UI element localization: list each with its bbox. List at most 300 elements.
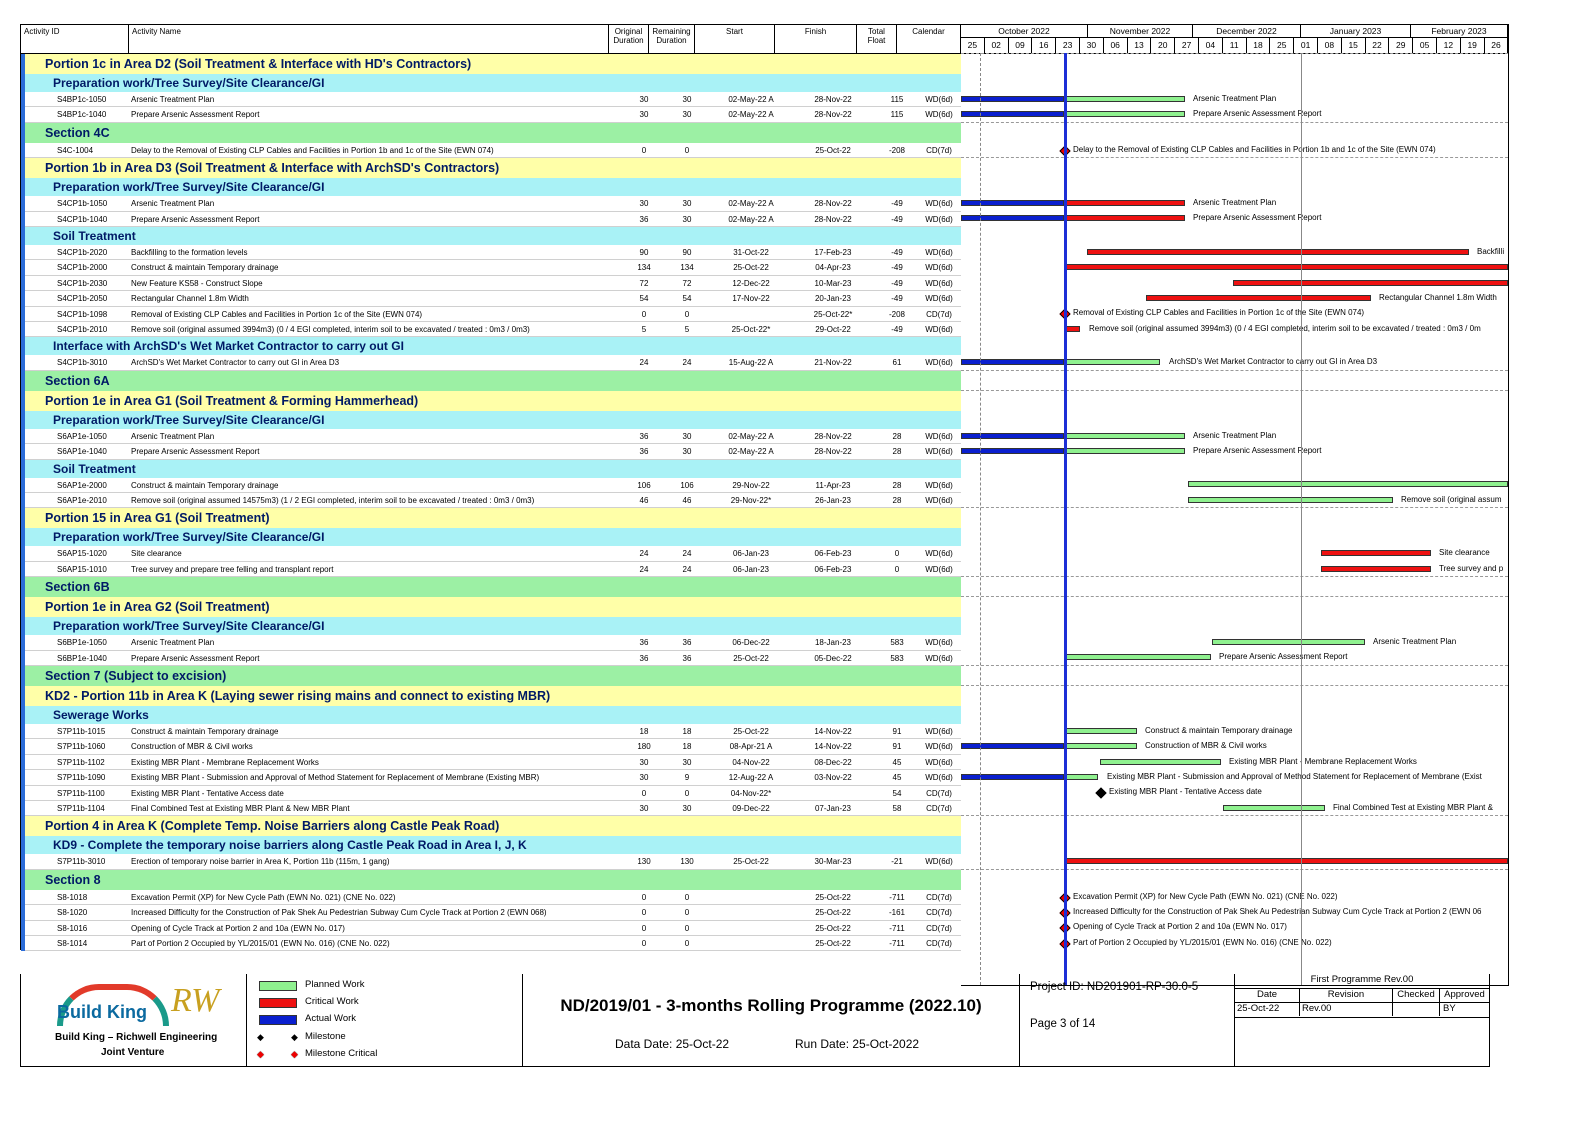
planned-work-bar[interactable] [1064,743,1137,749]
timescale-month: January 2023 [1301,25,1411,38]
group-label: KD9 - Complete the temporary noise barriers along Castle Peak Road in Area I, J, K [53,838,527,853]
activity-row[interactable] [21,770,961,785]
activity-row[interactable] [21,936,961,951]
milestone-icon[interactable] [1095,788,1106,799]
legend-milestone-critical-icon-2: ◆ [291,1049,298,1059]
finish-date: 08-Dec-22 [814,757,852,767]
row-stripe [21,444,25,459]
activity-id: S7P11b-1060 [57,742,106,752]
header-total-float[interactable]: Total Float [857,25,897,53]
section-header[interactable] [21,577,961,597]
activity-name: Arsenic Treatment Plan [131,95,215,104]
activity-id: S8-1016 [57,923,88,933]
remaining-duration: 24 [682,549,692,559]
total-float: -49 [891,294,903,304]
activity-name: Excavation Permit (XP) for New Cycle Path (EWN No. 021) (CNE No. 022) [131,892,396,902]
critical-work-bar[interactable] [1064,215,1185,221]
group-gridline [961,53,1508,54]
critical-work-bar[interactable] [1087,249,1469,255]
group-gridline [961,596,1508,597]
planned-work-bar[interactable] [1064,448,1185,454]
activity-id: S4CP1b-2000 [57,263,108,273]
programme-title: ND/2019/01 - 3-months Rolling Programme (2022.10) [560,996,982,1015]
original-duration: 30 [639,773,649,783]
total-float: 28 [892,447,902,457]
planned-work-bar[interactable] [1064,433,1185,439]
row-stripe [21,739,25,754]
activity-name: Prepare Arsenic Assessment Report [131,110,260,120]
remaining-duration: 24 [682,564,692,574]
activity-name: Rectangular Channel 1.8m Width [131,294,249,304]
activity-name: Removal of Existing CLP Cables and Facilities in Portion 1c of the Site (EWN 074) [131,309,423,319]
actual-work-bar[interactable] [961,743,1064,749]
legend-critical-swatch [259,998,297,1008]
calendar: WD(6d) [925,431,953,441]
activity-name: ArchSD's Wet Market Contractor to carry out GI in Area D3 [131,358,340,368]
row-stripe [21,706,25,724]
timescale-week: 18 [1247,38,1271,53]
activity-row[interactable] [21,322,961,337]
rev-header-revision: Revision [1300,989,1393,1003]
activity-row[interactable] [21,786,961,801]
actual-work-bar[interactable] [961,448,1064,454]
remaining-duration: 36 [682,653,692,663]
section-header[interactable] [21,123,961,143]
wbs-group-header[interactable] [21,816,961,836]
row-stripe [21,178,25,196]
total-float: 0 [894,549,900,559]
actual-work-bar[interactable] [961,359,1064,365]
activity-name: Construct & maintain Temporary drainage [131,263,279,273]
wbs-group-header[interactable] [21,411,961,429]
wbs-group-header[interactable] [21,706,961,724]
activity-row[interactable] [21,493,961,508]
total-float: -711 [889,892,905,902]
activity-id: S4C-1004 [57,145,94,155]
row-stripe [21,337,25,355]
activity-row[interactable] [21,196,961,211]
finish-date: 03-Nov-22 [814,773,852,783]
timescale-month: November 2022 [1088,25,1193,38]
bar-label: Backfilli [1477,246,1505,256]
finish-date: 25-Oct-22 [815,908,851,918]
total-float: -208 [888,145,905,155]
planned-work-bar[interactable] [1064,654,1211,660]
critical-work-bar[interactable] [1064,858,1508,864]
remaining-duration: 30 [682,214,692,224]
group-label: KD2 - Portion 11b in Area K (Laying sewer rising mains and connect to existing MBR) [45,689,551,703]
row-stripe [21,921,25,936]
row-stripe [21,260,25,275]
activity-row[interactable] [21,755,961,770]
activity-id: S4CP1b-2050 [57,294,108,304]
activity-row[interactable] [21,429,961,444]
activity-row[interactable] [21,562,961,577]
page-number: Page 3 of 14 [1030,1018,1096,1030]
header-remaining-duration[interactable]: Remaining Duration [649,25,695,53]
original-duration: 54 [639,294,649,304]
original-duration: 0 [641,939,647,948]
group-label: Sewerage Works [53,708,149,722]
bar-label: Delay to the Removal of Existing CLP Cables and Facilities in Portion 1b and 1c of the Site (EWN 074) [1073,144,1436,154]
timescale-week: 01 [1294,38,1318,53]
activity-row[interactable] [21,107,961,122]
wbs-group-header[interactable] [21,508,961,528]
critical-work-bar[interactable] [1064,264,1508,270]
calendar: CD(7d) [926,908,952,918]
total-float: -711 [889,939,905,948]
activity-row[interactable] [21,260,961,275]
activity-id: S6AP1e-2000 [57,480,107,490]
activity-row[interactable] [21,801,961,816]
wbs-group-header[interactable] [21,460,961,478]
bar-label: Existing MBR Plant - Submission and Approval of Method Statement for Replacement of Membrane (Exist [1107,771,1482,781]
original-duration: 24 [639,358,649,368]
activity-id: S4CP1b-3010 [57,358,108,368]
actual-work-bar[interactable] [961,774,1064,780]
header-activity-id[interactable]: Activity ID [21,25,129,53]
actual-work-bar[interactable] [961,111,1064,117]
timescale-week: 05 [1413,38,1437,53]
row-stripe [21,493,25,508]
activity-name: Construction of MBR & Civil works [131,742,253,752]
wbs-group-header[interactable] [21,74,961,92]
finish-date: 28-Nov-22 [814,214,852,224]
legend-critical: Critical Work [305,996,359,1007]
company-jv: Joint Venture [101,1047,165,1058]
timescale-week: 22 [1366,38,1390,53]
bar-label: Rectangular Channel 1.8m Width [1379,292,1497,302]
calendar: WD(6d) [925,549,953,559]
calendar: CD(7d) [926,309,952,319]
activity-id: S4CP1b-2030 [57,278,108,288]
run-date: Run Date: 25-Oct-2022 [795,1037,920,1051]
row-stripe [21,724,25,739]
bar-label: Removal of Existing CLP Cables and Facilities in Portion 1c of the Site (EWN 074) [1073,308,1365,318]
total-float: 28 [892,480,902,490]
start-date: 06-Jan-23 [732,564,770,574]
total-float: -711 [889,923,905,933]
start-date: 09-Dec-22 [732,804,770,813]
planned-work-bar[interactable] [1064,774,1098,780]
activity-id: S7P11b-1104 [57,804,105,813]
critical-work-bar[interactable] [1321,566,1431,572]
gantt-chart [961,24,1509,986]
group-label: Preparation work/Tree Survey/Site Clearance/GI [53,180,325,195]
group-gridline [961,370,1508,371]
group-label: Portion 1c in Area D2 (Soil Treatment & Interface with HD's Contractors) [45,57,472,71]
remaining-duration: 0 [684,923,690,933]
calendar: WD(6d) [925,727,953,736]
logo [21,974,247,1066]
gridline-week [980,53,982,985]
total-float: 91 [892,742,902,752]
calendar: WD(6d) [925,496,953,505]
rev-header-approved: Approved [1440,989,1489,1003]
activity-row[interactable] [21,276,961,291]
activity-row[interactable] [21,291,961,306]
group-label: Portion 1b in Area D3 (Soil Treatment & Interface with ArchSD's Contractors) [45,161,500,176]
activity-name: Arsenic Treatment Plan [131,199,215,209]
wbs-group-header[interactable] [21,528,961,546]
activity-id: S7P11b-1102 [57,757,105,767]
row-stripe [21,212,25,227]
calendar: WD(6d) [925,248,953,257]
actual-work-bar[interactable] [961,215,1064,221]
actual-work-bar[interactable] [961,96,1064,102]
table-body [21,54,961,951]
legend-milestone-critical: Milestone Critical [305,1048,378,1059]
start-date: 02-May-22 A [728,199,774,209]
row-stripe [21,227,25,245]
bar-label: Construct & maintain Temporary drainage [1145,725,1293,735]
row-stripe [21,429,25,444]
wbs-group-header[interactable] [21,54,961,74]
header-finish[interactable]: Finish [775,25,857,53]
activity-row[interactable] [21,546,961,561]
wbs-group-header[interactable] [21,227,961,245]
original-duration: 36 [639,638,649,648]
group-gridline [961,122,1508,123]
activity-id: S4CP1b-2020 [57,248,108,257]
company-name: Build King – Richwell Engineering [55,1032,218,1043]
activity-id: S6AP1e-1040 [57,447,107,457]
activity-name: Existing MBR Plant - Tentative Access date [131,788,284,798]
wbs-group-header[interactable] [21,836,961,854]
row-stripe [21,801,25,816]
section-header[interactable] [21,371,961,391]
finish-date: 28-Nov-22 [814,447,852,457]
row-stripe [21,651,25,666]
activity-id: S6AP1e-1050 [57,431,107,441]
critical-work-bar[interactable] [1146,295,1371,301]
remaining-duration: 134 [680,263,694,273]
activity-row[interactable] [21,890,961,905]
row-stripe [21,196,25,211]
finish-date: 28-Nov-22 [814,431,852,441]
timescale-week: 06 [1104,38,1128,53]
row-stripe [21,276,25,291]
table-header [21,25,961,54]
activity-row[interactable] [21,143,961,158]
total-float: -21 [891,857,903,867]
bar-label: Site clearance [1439,548,1490,558]
wbs-group-header[interactable] [21,597,961,617]
activity-name: Arsenic Treatment Plan [131,431,215,441]
revision-table [1235,974,1489,1018]
finish-date: 20-Jan-23 [814,294,852,304]
row-stripe [21,617,25,635]
finish-date: 06-Feb-23 [814,564,852,574]
finish-date: 10-Mar-23 [814,278,852,288]
calendar: WD(6d) [925,742,953,752]
wbs-group-header[interactable] [21,158,961,178]
total-float: 28 [892,496,902,505]
original-duration: 36 [639,214,649,224]
remaining-duration: 30 [682,199,692,209]
wbs-group-header[interactable] [21,337,961,355]
bar-label: Prepare Arsenic Assessment Report [1193,445,1322,455]
activity-name: Erection of temporary noise barrier in Area K, Portion 11b (115m, 1 gang) [131,857,390,867]
wbs-group-header[interactable] [21,178,961,196]
planned-work-bar[interactable] [1188,497,1393,503]
group-label: Section 8 [45,872,101,887]
critical-work-bar[interactable] [1321,550,1431,556]
remaining-duration: 0 [684,908,690,918]
activity-name: Prepare Arsenic Assessment Report [131,653,260,663]
activity-row[interactable] [21,444,961,459]
activity-row[interactable] [21,724,961,739]
group-label: Preparation work/Tree Survey/Site Clearance/GI [53,412,325,427]
original-duration: 180 [637,742,651,752]
wbs-group-header[interactable] [21,617,961,635]
planned-work-bar[interactable] [1212,639,1365,645]
activity-id: S4BP1c-1040 [57,110,107,120]
activity-id: S6BP1e-1050 [57,638,107,648]
activity-name: Existing MBR Plant - Membrane Replacement Works [131,757,319,767]
original-duration: 130 [637,857,651,867]
timescale-month: October 2022 [961,25,1088,38]
bar-label: Existing MBR Plant - Tentative Access date [1109,787,1262,797]
header-original-duration[interactable]: Original Duration [609,25,649,53]
total-float: 583 [890,638,904,648]
start-date: 31-Oct-22 [733,248,769,257]
remaining-duration: 9 [684,773,690,783]
total-float: 0 [894,564,900,574]
remaining-duration: 130 [680,857,694,867]
remaining-duration: 90 [682,248,692,257]
timescale-week: 09 [1009,38,1033,53]
row-stripe [21,391,25,411]
finish-date: 05-Dec-22 [814,653,852,663]
group-label: Preparation work/Tree Survey/Site Clearance/GI [53,76,325,90]
gridline-month [1301,53,1303,985]
original-duration: 18 [639,727,649,736]
calendar: CD(7d) [926,804,952,813]
original-duration: 0 [641,145,647,155]
row-stripe [21,478,25,493]
activity-name: Construct & maintain Temporary drainage [131,727,279,736]
row-stripe [21,577,25,597]
activity-row[interactable] [21,635,961,650]
activity-row[interactable] [21,478,961,493]
actual-work-bar[interactable] [961,200,1064,206]
original-duration: 30 [639,804,649,813]
start-date: 06-Dec-22 [732,638,770,648]
header-calendar[interactable]: Calendar [897,25,961,53]
bar-label: Increased Difficulty for the Construction of Pak Shek Au Pedestrian Subway Cum Cycle Track at Portion 2 (EWN 06 [1073,906,1482,916]
legend-actual: Actual Work [305,1013,357,1024]
planned-work-bar[interactable] [1064,728,1137,734]
calendar: WD(6d) [925,358,953,368]
original-duration: 0 [641,892,647,902]
planned-work-bar[interactable] [1100,759,1221,765]
timescale-week: 20 [1151,38,1175,53]
group-gridline [961,507,1508,508]
rev-header-checked: Checked [1393,989,1440,1003]
start-date: 04-Nov-22* [730,788,772,798]
activity-id: S4CP1b-1098 [57,309,108,319]
row-stripe [21,291,25,306]
remaining-duration: 0 [684,892,690,902]
section-header[interactable] [21,870,961,890]
finish-date: 18-Jan-23 [814,638,852,648]
bar-label: Opening of Cycle Track at Portion 2 and 10a (EWN No. 017) [1073,922,1287,932]
row-stripe [21,355,25,370]
finish-date: 25-Oct-22 [815,923,851,933]
bar-label: Remove soil (original assumed 3994m3) (0 / 4 EGI completed, interim soil to be excavated / treated : 0m3 / 0m [1089,323,1481,333]
calendar: WD(6d) [925,653,953,663]
timescale-week: 16 [1032,38,1056,53]
row-stripe [21,158,25,178]
wbs-group-header[interactable] [21,391,961,411]
bar-label: Final Combined Test at Existing MBR Plant & [1333,802,1493,812]
activity-row[interactable] [21,921,961,936]
wbs-group-header[interactable] [21,686,961,706]
row-stripe [21,870,25,890]
group-label: Portion 4 in Area K (Complete Temp. Noise Barriers along Castle Peak Road) [45,819,500,834]
planned-work-bar[interactable] [1064,96,1185,102]
start-date: 25-Oct-22 [733,263,769,273]
critical-work-bar[interactable] [1064,200,1185,206]
activity-row[interactable] [21,854,961,869]
activity-row[interactable] [21,212,961,227]
activity-row[interactable] [21,651,961,666]
remaining-duration: 46 [682,496,692,505]
bar-label: Prepare Arsenic Assessment Report [1219,652,1348,662]
section-header[interactable] [21,666,961,686]
calendar: WD(6d) [925,447,953,457]
timescale-week: 04 [1199,38,1223,53]
activity-row[interactable] [21,739,961,754]
activity-row[interactable] [21,92,961,107]
finish-date: 07-Jan-23 [814,804,852,813]
row-stripe [21,307,25,322]
activity-id: S8-1020 [57,908,88,918]
planned-work-bar[interactable] [1188,481,1508,487]
bar-label: Part of Portion 2 Occupied by YL/2015/01 (EWN No. 016) (CNE No. 022) [1073,937,1332,947]
row-stripe [21,92,25,107]
calendar: CD(7d) [926,939,952,948]
remaining-duration: 18 [682,742,692,752]
original-duration: 24 [639,549,649,559]
total-float: 115 [890,110,904,120]
calendar: CD(7d) [926,923,952,933]
actual-work-bar[interactable] [961,433,1064,439]
planned-work-bar[interactable] [1064,359,1160,365]
activity-row[interactable] [21,355,961,370]
finish-date: 04-Apr-23 [815,263,851,273]
planned-work-bar[interactable] [1064,111,1185,117]
header-start[interactable]: Start [695,25,775,53]
legend-milestone-icon-2: ◆ [291,1032,298,1042]
activity-row[interactable] [21,905,961,920]
planned-work-bar[interactable] [1223,805,1325,811]
remaining-duration: 30 [682,757,692,767]
total-float: 58 [892,804,902,813]
activity-row[interactable] [21,245,961,260]
row-stripe [21,635,25,650]
remaining-duration: 106 [680,480,694,490]
header-activity-name[interactable]: Activity Name [129,25,609,53]
activity-row[interactable] [21,307,961,322]
activity-id: S6AP15-1020 [57,549,107,559]
calendar: CD(7d) [926,145,952,155]
group-label: Portion 1e in Area G1 (Soil Treatment & Forming Hammerhead) [45,393,419,408]
row-stripe [21,460,25,478]
critical-work-bar[interactable] [1233,280,1508,286]
finish-date: 25-Oct-22* [813,309,853,319]
